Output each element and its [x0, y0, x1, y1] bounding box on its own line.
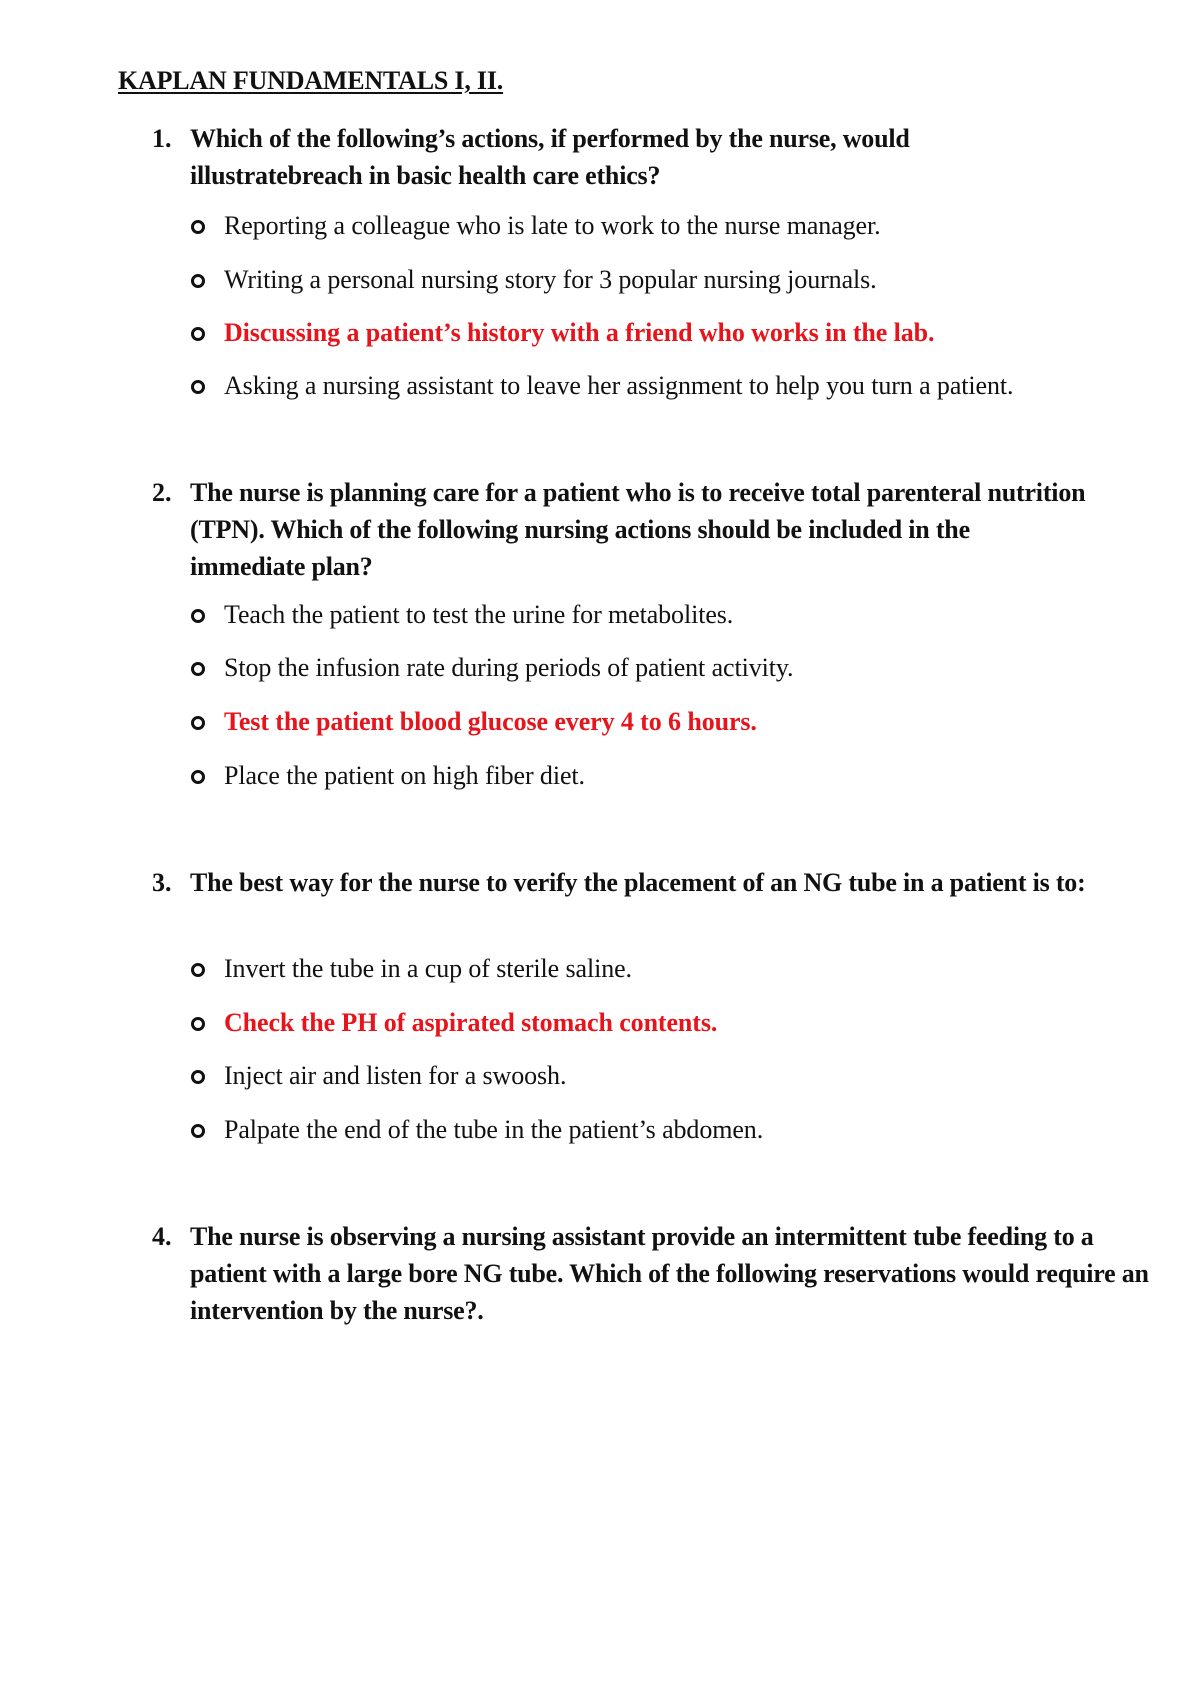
question-number: 2. — [152, 478, 172, 507]
document-title: KAPLAN FUNDAMENTALS I, II. — [118, 66, 504, 95]
option-text: Inject air and listen for a swoosh. — [224, 1061, 567, 1090]
circle-bullet-icon — [191, 770, 205, 784]
option-item-correct — [0, 315, 1190, 351]
option-item — [0, 951, 1190, 987]
circle-bullet-icon — [191, 380, 205, 394]
question-text: The nurse is observing a nursing assistant provide an intermittent tube feeding to a patient with a large bore NG tube. Which of the following reservations would require an intervention by the nurse?. — [190, 1222, 1149, 1325]
option-item — [0, 368, 1190, 404]
circle-bullet-icon — [191, 662, 205, 676]
option-text: Palpate the end of the tube in the patient’s abdomen. — [224, 1115, 764, 1144]
option-text-correct: Discussing a patient’s history with a friend who works in the lab. — [224, 318, 935, 347]
option-item — [0, 1112, 1190, 1148]
option-text: Writing a personal nursing story for 3 popular nursing journals. — [224, 265, 877, 294]
option-text-correct: Test the patient blood glucose every 4 to 6 hours. — [224, 707, 757, 736]
circle-bullet-icon — [191, 220, 205, 234]
option-text-correct: Check the PH of aspirated stomach contents. — [224, 1008, 718, 1037]
option-text: Reporting a colleague who is late to work to the nurse manager. — [224, 211, 881, 240]
circle-bullet-icon — [191, 1070, 205, 1084]
question-number: 4. — [152, 1222, 172, 1251]
question-text: Which of the following’s actions, if performed by the nurse, would illustratebreach in basic health care ethics? — [190, 124, 910, 190]
question-number: 3. — [152, 868, 172, 897]
option-item — [0, 208, 1190, 244]
option-text: Invert the tube in a cup of sterile saline. — [224, 954, 632, 983]
question-text: The best way for the nurse to verify the placement of an NG tube in a patient is to: — [190, 868, 1086, 897]
option-text: Teach the patient to test the urine for metabolites. — [224, 600, 734, 629]
option-text: Asking a nursing assistant to leave her assignment to help you turn a patient. — [224, 371, 1014, 400]
circle-bullet-icon — [191, 274, 205, 288]
option-item — [0, 597, 1190, 633]
option-item-correct — [0, 1005, 1190, 1041]
option-text: Stop the infusion rate during periods of patient activity. — [224, 653, 794, 682]
option-text: Place the patient on high fiber diet. — [224, 761, 585, 790]
circle-bullet-icon — [191, 963, 205, 977]
option-item — [0, 262, 1190, 298]
option-item — [0, 650, 1190, 686]
circle-bullet-icon — [191, 1124, 205, 1138]
circle-bullet-icon — [191, 609, 205, 623]
option-item — [0, 1058, 1190, 1094]
question-text: The nurse is planning care for a patient who is to receive total parenteral nutrition (TPN). Which of the following nursing actions should be included in the immediate plan? — [190, 478, 1086, 581]
circle-bullet-icon — [191, 716, 205, 730]
option-item-correct — [0, 704, 1190, 740]
circle-bullet-icon — [191, 1017, 205, 1031]
circle-bullet-icon — [191, 327, 205, 341]
question-number: 1. — [152, 124, 172, 153]
option-item — [0, 758, 1190, 794]
